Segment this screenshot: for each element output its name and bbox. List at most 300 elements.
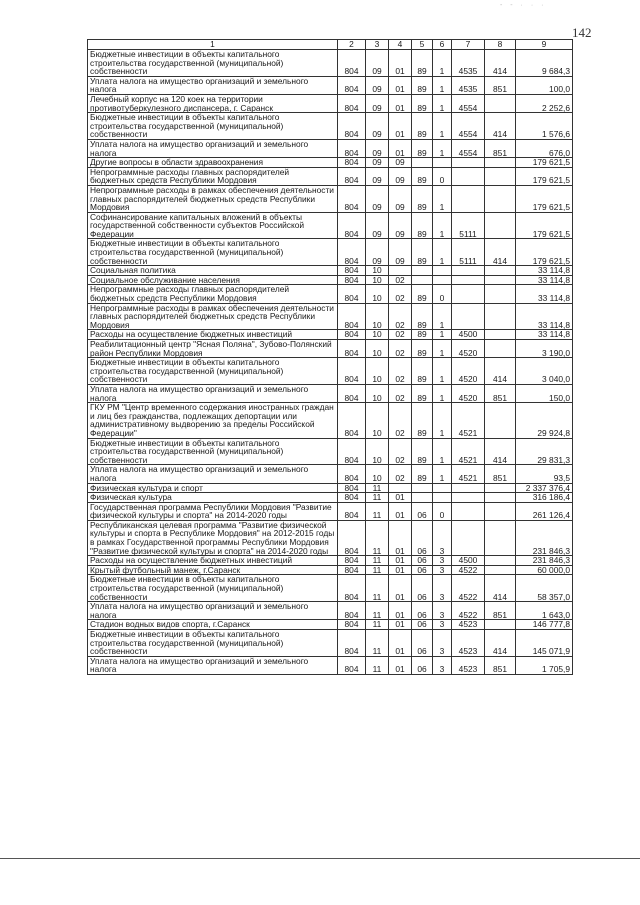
program-code: 89 xyxy=(412,185,433,212)
section-code: 10 xyxy=(366,303,389,330)
subsection-code: 01 xyxy=(389,94,412,112)
row-description: Стадион водных видов спорта, г.Саранск xyxy=(88,620,338,630)
expense-type-code xyxy=(485,275,516,285)
ministry-code: 804 xyxy=(338,185,366,212)
subsection-code xyxy=(389,266,412,276)
subprogram-code: 1 xyxy=(433,139,452,157)
subsection-code: 02 xyxy=(389,275,412,285)
ministry-code: 804 xyxy=(338,158,366,168)
target-article-code: 4521 xyxy=(452,465,485,483)
page-number: 142 xyxy=(572,25,592,40)
section-code: 10 xyxy=(366,275,389,285)
table-row xyxy=(88,602,573,620)
row-description: Уплата налога на имущество организаций и земельного налога xyxy=(88,465,338,483)
target-article-code xyxy=(452,502,485,520)
subprogram-code: 1 xyxy=(433,340,452,358)
row-description: Бюджетные инвестиции в объекты капитального строительства государственной (муниципальной) собственности xyxy=(88,630,338,657)
section-code: 11 xyxy=(366,602,389,620)
target-article-code: 4554 xyxy=(452,113,485,140)
ministry-code: 804 xyxy=(338,565,366,575)
target-article-code: 4522 xyxy=(452,565,485,575)
amount-value: 2 252,6 xyxy=(516,94,573,112)
row-description: Государственная программа Республики Мордовия "Развитие физической культуры и спорта" на 2014-2020 годы xyxy=(88,502,338,520)
subprogram-code: 1 xyxy=(433,465,452,483)
subprogram-code: 1 xyxy=(433,185,452,212)
target-article-code: 4520 xyxy=(452,384,485,402)
amount-value: 316 186,4 xyxy=(516,493,573,503)
subprogram-code: 3 xyxy=(433,556,452,566)
expense-type-code: 414 xyxy=(485,575,516,602)
expense-type-code: 851 xyxy=(485,384,516,402)
subprogram-code: 0 xyxy=(433,285,452,303)
target-article-code: 4522 xyxy=(452,575,485,602)
subprogram-code: 3 xyxy=(433,575,452,602)
ministry-code: 804 xyxy=(338,403,366,438)
subprogram-code: 1 xyxy=(433,212,452,239)
row-description: Уплата налога на имущество организаций и земельного налога xyxy=(88,656,338,674)
subsection-code: 02 xyxy=(389,303,412,330)
column-header: 5 xyxy=(412,40,433,50)
amount-value: 146 777,8 xyxy=(516,620,573,630)
program-code: 06 xyxy=(412,520,433,555)
ministry-code: 804 xyxy=(338,502,366,520)
expense-type-code: 851 xyxy=(485,76,516,94)
amount-value: 179 621,5 xyxy=(516,185,573,212)
subprogram-code: 1 xyxy=(433,76,452,94)
subsection-code: 01 xyxy=(389,602,412,620)
subsection-code: 01 xyxy=(389,76,412,94)
amount-value: 179 621,5 xyxy=(516,239,573,266)
amount-value: 179 621,5 xyxy=(516,158,573,168)
expense-type-code: 414 xyxy=(485,630,516,657)
ministry-code: 804 xyxy=(338,285,366,303)
program-code: 06 xyxy=(412,575,433,602)
table-header-row xyxy=(88,40,573,50)
column-header: 4 xyxy=(389,40,412,50)
target-article-code: 4554 xyxy=(452,94,485,112)
program-code: 06 xyxy=(412,502,433,520)
program-code xyxy=(412,275,433,285)
target-article-code: 5111 xyxy=(452,212,485,239)
section-code: 11 xyxy=(366,556,389,566)
subprogram-code xyxy=(433,493,452,503)
ministry-code: 804 xyxy=(338,303,366,330)
subsection-code: 09 xyxy=(389,212,412,239)
row-description: Уплата налога на имущество организаций и земельного налога xyxy=(88,602,338,620)
subprogram-code: 1 xyxy=(433,94,452,112)
row-description: Непрограммные расходы главных распорядителей бюджетных средств Республики Мордовия xyxy=(88,285,338,303)
subsection-code: 09 xyxy=(389,239,412,266)
expense-type-code xyxy=(485,94,516,112)
program-code xyxy=(412,158,433,168)
row-description: Социальное обслуживание населения xyxy=(88,275,338,285)
amount-value: 33 114,8 xyxy=(516,303,573,330)
program-code: 89 xyxy=(412,212,433,239)
expense-type-code: 414 xyxy=(485,438,516,465)
table-row xyxy=(88,520,573,555)
expense-type-code xyxy=(485,620,516,630)
program-code xyxy=(412,493,433,503)
ministry-code: 804 xyxy=(338,94,366,112)
table-row xyxy=(88,630,573,657)
section-code: 11 xyxy=(366,620,389,630)
expense-type-code xyxy=(485,565,516,575)
column-header: 2 xyxy=(338,40,366,50)
expense-type-code xyxy=(485,502,516,520)
row-description: Крытый футбольный манеж, г.Саранск xyxy=(88,565,338,575)
ministry-code: 804 xyxy=(338,656,366,674)
amount-value: 231 846,3 xyxy=(516,556,573,566)
program-code: 89 xyxy=(412,239,433,266)
amount-value: 1 576,6 xyxy=(516,113,573,140)
subprogram-code xyxy=(433,266,452,276)
table-row xyxy=(88,465,573,483)
amount-value: 58 357,0 xyxy=(516,575,573,602)
subprogram-code xyxy=(433,158,452,168)
ministry-code: 804 xyxy=(338,266,366,276)
ministry-code: 804 xyxy=(338,465,366,483)
row-description: Бюджетные инвестиции в объекты капитального строительства государственной (муниципальной) собственности xyxy=(88,438,338,465)
amount-value: 93,5 xyxy=(516,465,573,483)
table-row xyxy=(88,285,573,303)
subprogram-code: 3 xyxy=(433,620,452,630)
section-code: 11 xyxy=(366,502,389,520)
ministry-code: 804 xyxy=(338,602,366,620)
row-description: Уплата налога на имущество организаций и земельного налога xyxy=(88,76,338,94)
ministry-code: 804 xyxy=(338,113,366,140)
section-code: 10 xyxy=(366,438,389,465)
expense-type-code xyxy=(485,212,516,239)
row-description: Реабилитационный центр "Ясная Поляна", Зубово-Полянский район Республики Мордовия xyxy=(88,340,338,358)
section-code: 09 xyxy=(366,239,389,266)
ministry-code: 804 xyxy=(338,630,366,657)
ministry-code: 804 xyxy=(338,358,366,385)
amount-value: 231 846,3 xyxy=(516,520,573,555)
target-article-code: 4500 xyxy=(452,556,485,566)
program-code: 89 xyxy=(412,113,433,140)
amount-value: 29 924,8 xyxy=(516,403,573,438)
program-code xyxy=(412,266,433,276)
row-description: Непрограммные расходы в рамках обеспечения деятельности главных распорядителей бюджетных средств Республики Мордовия xyxy=(88,303,338,330)
amount-value: 33 114,8 xyxy=(516,275,573,285)
section-code: 10 xyxy=(366,266,389,276)
subprogram-code: 0 xyxy=(433,502,452,520)
section-code: 09 xyxy=(366,50,389,77)
row-description: Лечебный корпус на 120 коек на территории противотуберкулезного диспансера, г. Саранск xyxy=(88,94,338,112)
row-description: Расходы на осуществление бюджетных инвестиций xyxy=(88,330,338,340)
target-article-code xyxy=(452,275,485,285)
ministry-code: 804 xyxy=(338,340,366,358)
budget-table xyxy=(87,39,573,675)
section-code: 09 xyxy=(366,113,389,140)
subsection-code: 01 xyxy=(389,50,412,77)
subprogram-code xyxy=(433,275,452,285)
ministry-code: 804 xyxy=(338,239,366,266)
table-row xyxy=(88,620,573,630)
row-description: Физическая культура xyxy=(88,493,338,503)
program-code: 89 xyxy=(412,94,433,112)
amount-value: 3 190,0 xyxy=(516,340,573,358)
target-article-code: 4523 xyxy=(452,620,485,630)
subsection-code xyxy=(389,483,412,493)
subsection-code: 01 xyxy=(389,502,412,520)
table-row xyxy=(88,403,573,438)
program-code: 89 xyxy=(412,167,433,185)
ministry-code: 804 xyxy=(338,76,366,94)
expense-type-code xyxy=(485,493,516,503)
subsection-code: 01 xyxy=(389,113,412,140)
subsection-code: 02 xyxy=(389,465,412,483)
expense-type-code: 851 xyxy=(485,656,516,674)
target-article-code: 4500 xyxy=(452,330,485,340)
amount-value: 261 126,4 xyxy=(516,502,573,520)
amount-value: 33 114,8 xyxy=(516,285,573,303)
expense-type-code xyxy=(485,285,516,303)
ministry-code: 804 xyxy=(338,483,366,493)
ministry-code: 804 xyxy=(338,620,366,630)
table-row xyxy=(88,266,573,276)
subsection-code: 01 xyxy=(389,556,412,566)
subsection-code: 01 xyxy=(389,565,412,575)
column-header: 3 xyxy=(366,40,389,50)
target-article-code xyxy=(452,483,485,493)
subsection-code: 01 xyxy=(389,620,412,630)
subprogram-code: 3 xyxy=(433,520,452,555)
row-description: Уплата налога на имущество организаций и земельного налога xyxy=(88,384,338,402)
amount-value: 33 114,8 xyxy=(516,330,573,340)
target-article-code: 4521 xyxy=(452,438,485,465)
program-code: 89 xyxy=(412,340,433,358)
subprogram-code: 1 xyxy=(433,358,452,385)
section-code: 09 xyxy=(366,185,389,212)
expense-type-code xyxy=(485,303,516,330)
program-code: 89 xyxy=(412,76,433,94)
row-description: Уплата налога на имущество организаций и земельного налога xyxy=(88,139,338,157)
amount-value: 2 337 376,4 xyxy=(516,483,573,493)
target-article-code xyxy=(452,185,485,212)
ministry-code: 804 xyxy=(338,384,366,402)
program-code: 89 xyxy=(412,403,433,438)
amount-value: 1 643,0 xyxy=(516,602,573,620)
table-row xyxy=(88,76,573,94)
section-code: 09 xyxy=(366,139,389,157)
table-row xyxy=(88,50,573,77)
subprogram-code: 1 xyxy=(433,113,452,140)
section-code: 10 xyxy=(366,358,389,385)
program-code: 06 xyxy=(412,620,433,630)
section-code: 10 xyxy=(366,330,389,340)
program-code xyxy=(412,483,433,493)
expense-type-code: 851 xyxy=(485,139,516,157)
amount-value: 9 684,3 xyxy=(516,50,573,77)
expense-type-code xyxy=(485,330,516,340)
ministry-code: 804 xyxy=(338,167,366,185)
program-code: 06 xyxy=(412,656,433,674)
section-code: 10 xyxy=(366,384,389,402)
table-row xyxy=(88,575,573,602)
table-row xyxy=(88,167,573,185)
subprogram-code: 1 xyxy=(433,50,452,77)
subprogram-code: 1 xyxy=(433,330,452,340)
amount-value: 676,0 xyxy=(516,139,573,157)
ministry-code: 804 xyxy=(338,275,366,285)
target-article-code: 4523 xyxy=(452,656,485,674)
amount-value: 60 000,0 xyxy=(516,565,573,575)
table-row xyxy=(88,358,573,385)
expense-type-code xyxy=(485,403,516,438)
bottom-rule xyxy=(0,858,640,859)
amount-value: 33 114,8 xyxy=(516,266,573,276)
table-row xyxy=(88,438,573,465)
column-header: 6 xyxy=(433,40,452,50)
expense-type-code xyxy=(485,520,516,555)
section-code: 10 xyxy=(366,465,389,483)
program-code: 89 xyxy=(412,330,433,340)
expense-type-code xyxy=(485,266,516,276)
target-article-code: 4520 xyxy=(452,358,485,385)
target-article-code xyxy=(452,285,485,303)
table-row xyxy=(88,340,573,358)
subsection-code: 09 xyxy=(389,185,412,212)
expense-type-code: 851 xyxy=(485,602,516,620)
program-code: 89 xyxy=(412,285,433,303)
program-code: 89 xyxy=(412,438,433,465)
ministry-code: 804 xyxy=(338,330,366,340)
table-row xyxy=(88,556,573,566)
row-description: Бюджетные инвестиции в объекты капитального строительства государственной (муниципальной) собственности xyxy=(88,358,338,385)
row-description: Бюджетные инвестиции в объекты капитального строительства государственной (муниципальной) собственности xyxy=(88,239,338,266)
subprogram-code: 1 xyxy=(433,403,452,438)
row-description: Бюджетные инвестиции в объекты капитального строительства государственной (муниципальной) собственности xyxy=(88,50,338,77)
section-code: 10 xyxy=(366,403,389,438)
program-code: 89 xyxy=(412,303,433,330)
row-description: ГКУ РМ "Центр временного содержания иностранных граждан и лиц без гражданства, подлежащих депортации или административному выдворению за пределы Российской Федерации" xyxy=(88,403,338,438)
target-article-code: 4520 xyxy=(452,340,485,358)
subsection-code: 02 xyxy=(389,384,412,402)
row-description: Непрограммные расходы главных распорядителей бюджетных средств Республики Мордовия xyxy=(88,167,338,185)
table-row xyxy=(88,275,573,285)
table-row xyxy=(88,212,573,239)
program-code: 06 xyxy=(412,630,433,657)
subprogram-code: 3 xyxy=(433,602,452,620)
subsection-code: 02 xyxy=(389,358,412,385)
subsection-code: 02 xyxy=(389,438,412,465)
subprogram-code: 3 xyxy=(433,656,452,674)
target-article-code xyxy=(452,493,485,503)
column-header: 8 xyxy=(485,40,516,50)
subprogram-code xyxy=(433,483,452,493)
program-code: 06 xyxy=(412,556,433,566)
table-row xyxy=(88,565,573,575)
ministry-code: 804 xyxy=(338,520,366,555)
program-code: 89 xyxy=(412,384,433,402)
subprogram-code: 1 xyxy=(433,438,452,465)
target-article-code: 4522 xyxy=(452,602,485,620)
table-row xyxy=(88,303,573,330)
subprogram-code: 1 xyxy=(433,239,452,266)
target-article-code: 5111 xyxy=(452,239,485,266)
row-description: Бюджетные инвестиции в объекты капитального строительства государственной (муниципальной) собственности xyxy=(88,575,338,602)
row-description: Бюджетные инвестиции в объекты капитального строительства государственной (муниципальной) собственности xyxy=(88,113,338,140)
section-code: 09 xyxy=(366,212,389,239)
ministry-code: 804 xyxy=(338,493,366,503)
subsection-code: 01 xyxy=(389,656,412,674)
expense-type-code: 414 xyxy=(485,358,516,385)
subsection-code: 01 xyxy=(389,630,412,657)
amount-value: 150,0 xyxy=(516,384,573,402)
row-description: Республиканская целевая программа "Развитие физической культуры и спорта в Республике Мордовия" на 2012-2015 годы в рамках Государственной программы Республики Мордовия "Развитие физической культуры и спорта" на 2014-2020 годы xyxy=(88,520,338,555)
program-code: 89 xyxy=(412,50,433,77)
subsection-code: 01 xyxy=(389,493,412,503)
ministry-code: 804 xyxy=(338,212,366,239)
target-article-code xyxy=(452,520,485,555)
expense-type-code xyxy=(485,483,516,493)
amount-value: 3 040,0 xyxy=(516,358,573,385)
column-header: 1 xyxy=(88,40,338,50)
ministry-code: 804 xyxy=(338,556,366,566)
subsection-code: 01 xyxy=(389,520,412,555)
target-article-code: 4535 xyxy=(452,76,485,94)
expense-type-code xyxy=(485,185,516,212)
subsection-code: 01 xyxy=(389,139,412,157)
section-code: 11 xyxy=(366,575,389,602)
amount-value: 145 071,9 xyxy=(516,630,573,657)
section-code: 11 xyxy=(366,656,389,674)
section-code: 11 xyxy=(366,565,389,575)
ministry-code: 804 xyxy=(338,139,366,157)
table-row xyxy=(88,656,573,674)
section-code: 11 xyxy=(366,493,389,503)
amount-value: 1 705,9 xyxy=(516,656,573,674)
row-description: Социальная политика xyxy=(88,266,338,276)
subsection-code: 02 xyxy=(389,403,412,438)
subsection-code: 02 xyxy=(389,330,412,340)
table-row xyxy=(88,239,573,266)
amount-value: 100,0 xyxy=(516,76,573,94)
expense-type-code: 414 xyxy=(485,239,516,266)
program-code: 06 xyxy=(412,565,433,575)
subprogram-code: 0 xyxy=(433,167,452,185)
target-article-code: 4535 xyxy=(452,50,485,77)
row-description: Расходы на осуществление бюджетных инвестиций xyxy=(88,556,338,566)
subsection-code: 01 xyxy=(389,575,412,602)
expense-type-code xyxy=(485,556,516,566)
subprogram-code: 3 xyxy=(433,565,452,575)
table-row xyxy=(88,384,573,402)
column-header: 9 xyxy=(516,40,573,50)
table-row xyxy=(88,113,573,140)
amount-value: 29 831,3 xyxy=(516,438,573,465)
subprogram-code: 1 xyxy=(433,384,452,402)
section-code: 09 xyxy=(366,158,389,168)
target-article-code: 4554 xyxy=(452,139,485,157)
table-row xyxy=(88,158,573,168)
amount-value: 179 621,5 xyxy=(516,212,573,239)
expense-type-code: 851 xyxy=(485,465,516,483)
section-code: 11 xyxy=(366,630,389,657)
subprogram-code: 3 xyxy=(433,630,452,657)
table-row xyxy=(88,139,573,157)
expense-type-code xyxy=(485,340,516,358)
target-article-code: 4521 xyxy=(452,403,485,438)
section-code: 11 xyxy=(366,520,389,555)
expense-type-code xyxy=(485,158,516,168)
section-code: 09 xyxy=(366,76,389,94)
row-description: Другие вопросы в области здравоохранения xyxy=(88,158,338,168)
section-code: 09 xyxy=(366,94,389,112)
table-row xyxy=(88,94,573,112)
section-code: 10 xyxy=(366,285,389,303)
